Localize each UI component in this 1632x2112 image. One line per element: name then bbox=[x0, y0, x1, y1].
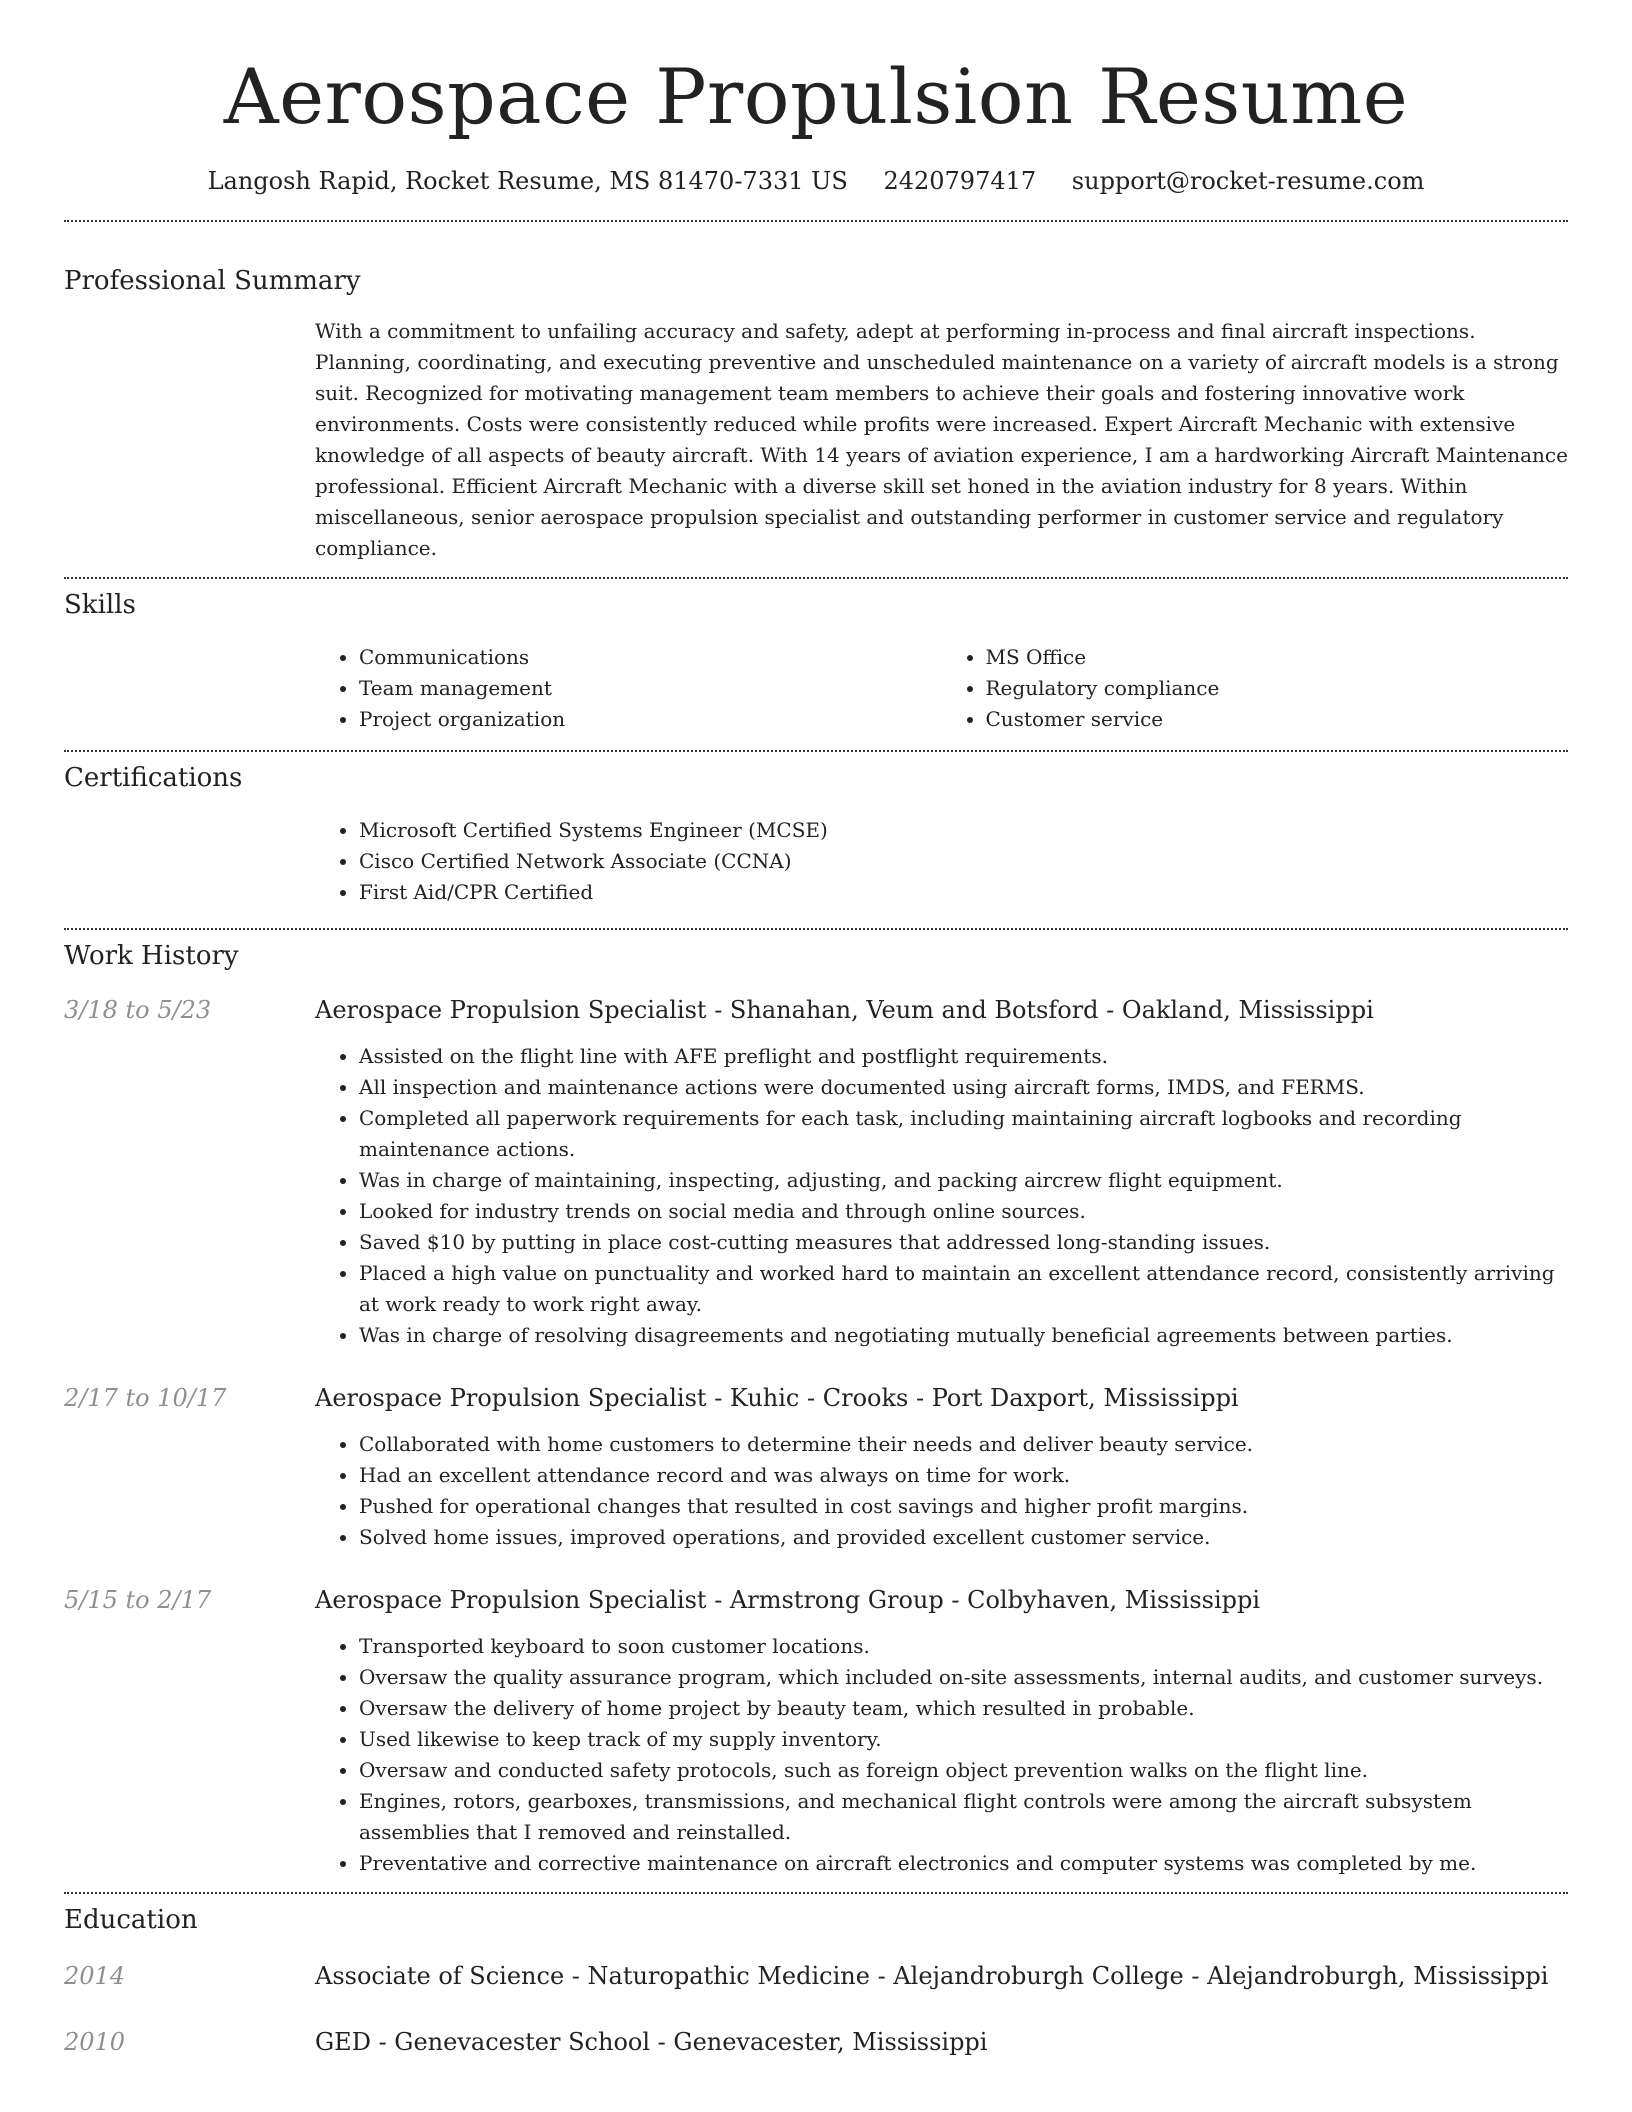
job-bullets bbox=[315, 1041, 1568, 1351]
job-bullet: • Collaborated with home customers to determine their needs and deliver beauty service. bbox=[359, 1429, 1568, 1460]
job-bullet: • All inspection and maintenance actions were documented using aircraft forms, IMDS, and FERMS. bbox=[359, 1072, 1568, 1103]
contact-phone: 2420797417 bbox=[883, 167, 1037, 195]
job-bullet: • Assisted on the flight line with AFE preflight and postflight requirements. bbox=[359, 1041, 1568, 1072]
job-bullet: • Preventative and corrective maintenance on aircraft electronics and computer systems was completed by me. bbox=[359, 1848, 1568, 1879]
education-date: 2014 bbox=[64, 1962, 126, 1990]
skills-section bbox=[64, 579, 1568, 735]
education-entry bbox=[64, 2025, 1568, 2059]
education-header bbox=[64, 2025, 1568, 2059]
job-body bbox=[315, 1041, 1568, 1351]
summary-section bbox=[64, 222, 1568, 564]
job-bullet: • Engines, rotors, gearboxes, transmissions, and mechanical flight controls were among the aircraft subsystem assemblies that I removed and reinstalled. bbox=[359, 1786, 1568, 1848]
job-bullet: • Looked for industry trends on social media and through online sources. bbox=[359, 1196, 1568, 1227]
job-bullet: • Had an excellent attendance record and was always on time for work. bbox=[359, 1460, 1568, 1491]
section-heading-summary: Professional Summary bbox=[64, 266, 361, 296]
job-bullet: • Used likewise to keep track of my supply inventory. bbox=[359, 1724, 1568, 1755]
certifications-list bbox=[315, 815, 1568, 908]
job-bullet: • Transported keyboard to soon customer locations. bbox=[359, 1631, 1568, 1662]
certification-item: • First Aid/CPR Certified bbox=[359, 877, 1568, 908]
education-title: GED - Genevacester School - Genevacester, Mississippi bbox=[315, 2028, 988, 2056]
certification-item: • Microsoft Certified Systems Engineer (MCSE) bbox=[359, 815, 1568, 846]
job-body bbox=[315, 1429, 1568, 1553]
skill-item: • Customer service bbox=[986, 704, 1569, 735]
work-section bbox=[64, 930, 1568, 1879]
job-title: Aerospace Propulsion Specialist - Kuhic - Crooks - Port Daxport, Mississippi bbox=[315, 1384, 1239, 1412]
job-header bbox=[64, 993, 1568, 1027]
skill-item: • Team management bbox=[359, 673, 942, 704]
job-header bbox=[64, 1583, 1568, 1617]
education-header bbox=[64, 1959, 1568, 1993]
job-body bbox=[315, 1631, 1568, 1879]
section-heading-certifications: Certifications bbox=[64, 763, 243, 793]
job-entry bbox=[64, 993, 1568, 1351]
skills-list-left bbox=[315, 642, 942, 735]
resume-title: Aerospace Propulsion Resume bbox=[223, 52, 1409, 141]
skill-item: • Project organization bbox=[359, 704, 942, 735]
job-bullet: • Was in charge of resolving disagreements and negotiating mutually beneficial agreements between parties. bbox=[359, 1320, 1568, 1351]
skill-item: • MS Office bbox=[986, 642, 1569, 673]
skill-item: • Regulatory compliance bbox=[986, 673, 1569, 704]
contact-line bbox=[64, 164, 1568, 198]
section-heading-skills: Skills bbox=[64, 590, 136, 620]
job-title: Aerospace Propulsion Specialist - Armstrong Group - Colbyhaven, Mississippi bbox=[315, 1586, 1261, 1614]
job-bullet: • Completed all paperwork requirements for each task, including maintaining aircraft logbooks and recording maintenance actions. bbox=[359, 1103, 1568, 1165]
job-bullets bbox=[315, 1631, 1568, 1879]
job-bullet: • Oversaw the quality assurance program, which included on-site assessments, internal audits, and customer surveys. bbox=[359, 1662, 1568, 1693]
job-bullet: • Saved $10 by putting in place cost-cutting measures that addressed long-standing issues. bbox=[359, 1227, 1568, 1258]
resume-page bbox=[64, 0, 1568, 2059]
job-date: 3/18 to 5/23 bbox=[64, 996, 212, 1024]
certifications-body bbox=[315, 815, 1568, 908]
contact-address: Langosh Rapid, Rocket Resume, MS 81470-7331 US bbox=[207, 167, 848, 195]
certifications-section bbox=[64, 752, 1568, 908]
summary-text: With a commitment to unfailing accuracy and safety, adept at performing in-process and final aircraft inspections. Planning, coordinating, and executing preventive and unscheduled maintenance on a variety of aircraft models is a strong suit. Recognized for motivating management team members to achieve their goals and fostering innovative work environments. Costs were consistently reduced while profits were increased. Expert Aircraft Mechanic with extensive knowledge of all aspects of beauty aircraft. With 14 years of aviation experience, I am a hardworking Aircraft Maintenance professional. Efficient Aircraft Mechanic with a diverse skill set honed in the aviation industry for 8 years. Within miscellaneous, senior aerospace propulsion specialist and outstanding performer in customer service and regulatory compliance. bbox=[315, 319, 1568, 560]
job-entry bbox=[64, 1381, 1568, 1553]
contact-email: support@rocket-resume.com bbox=[1071, 167, 1425, 195]
job-bullets bbox=[315, 1429, 1568, 1553]
education-title: Associate of Science - Naturopathic Medicine - Alejandroburgh College - Alejandroburgh, Mississippi bbox=[315, 1962, 1549, 1990]
job-bullet: • Was in charge of maintaining, inspecting, adjusting, and packing aircrew flight equipment. bbox=[359, 1165, 1568, 1196]
job-date: 2/17 to 10/17 bbox=[64, 1384, 227, 1412]
job-bullet: • Placed a high value on punctuality and worked hard to maintain an excellent attendance record, consistently arriving at work ready to work right away. bbox=[359, 1258, 1568, 1320]
certification-item: • Cisco Certified Network Associate (CCNA) bbox=[359, 846, 1568, 877]
education-date: 2010 bbox=[64, 2028, 126, 2056]
job-bullet: • Oversaw the delivery of home project by beauty team, which resulted in probable. bbox=[359, 1693, 1568, 1724]
education-section bbox=[64, 1894, 1568, 2059]
job-entry bbox=[64, 1583, 1568, 1879]
skill-item: • Communications bbox=[359, 642, 942, 673]
education-entry bbox=[64, 1959, 1568, 1993]
job-bullet: • Oversaw and conducted safety protocols, such as foreign object prevention walks on the flight line. bbox=[359, 1755, 1568, 1786]
job-bullet: • Solved home issues, improved operations, and provided excellent customer service. bbox=[359, 1522, 1568, 1553]
skills-list-right bbox=[942, 642, 1569, 735]
section-heading-education: Education bbox=[64, 1905, 198, 1935]
skills-columns bbox=[315, 642, 1568, 735]
job-date: 5/15 to 2/17 bbox=[64, 1586, 212, 1614]
job-header bbox=[64, 1381, 1568, 1415]
job-bullet: • Pushed for operational changes that resulted in cost savings and higher profit margins. bbox=[359, 1491, 1568, 1522]
job-title: Aerospace Propulsion Specialist - Shanahan, Veum and Botsford - Oakland, Mississippi bbox=[315, 996, 1374, 1024]
section-heading-work: Work History bbox=[64, 941, 239, 971]
